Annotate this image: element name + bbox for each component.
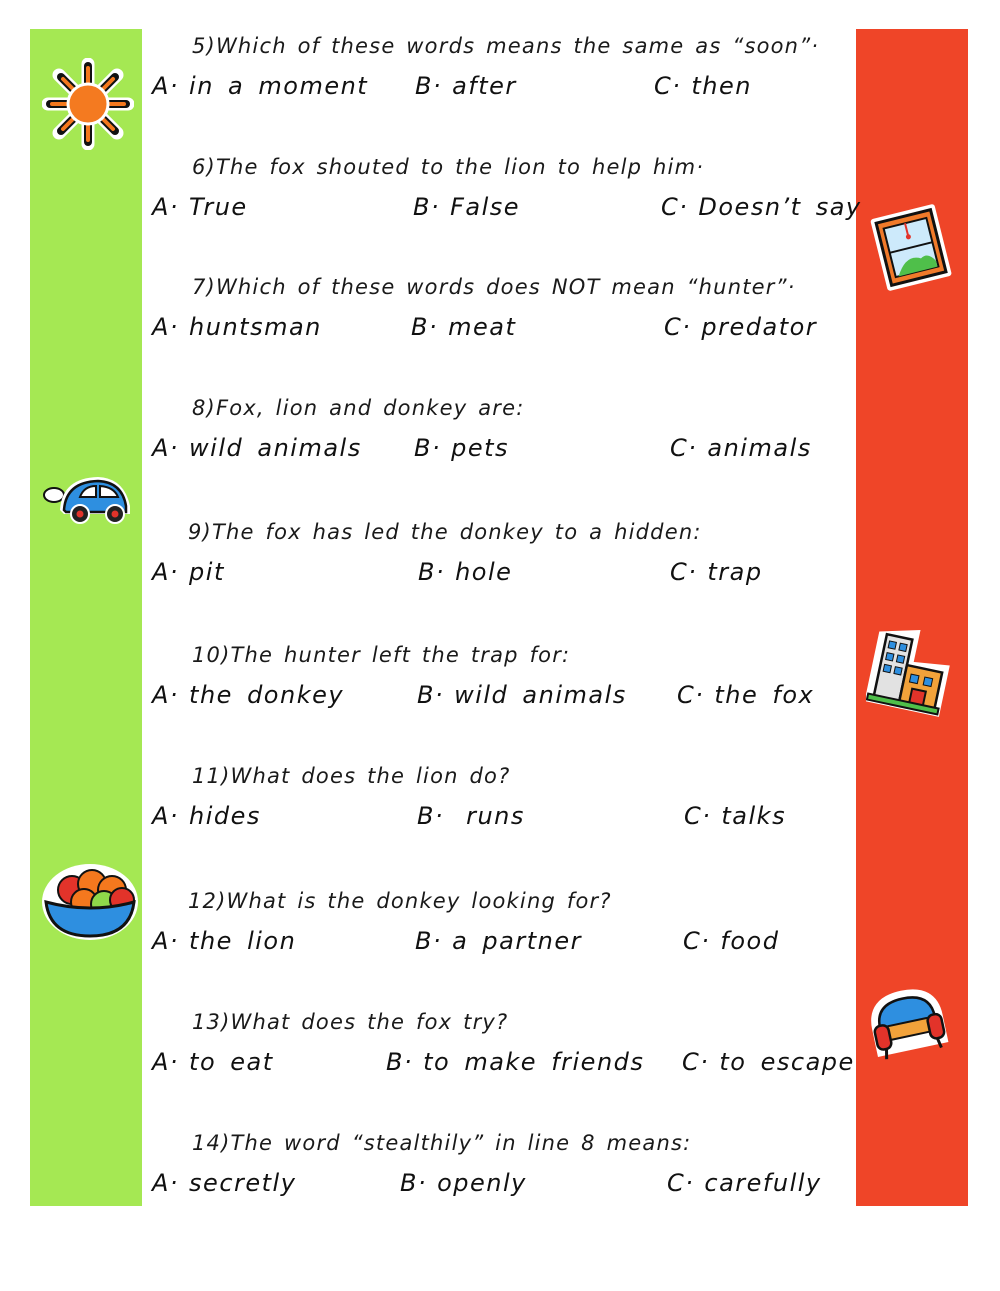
question-stem: 7)Which of these words does NOT mean “hunter”·	[192, 275, 796, 299]
question-stem: 13)What does the fox try?	[192, 1010, 509, 1034]
question-stem: 12)What is the donkey looking for?	[188, 889, 612, 913]
sun-icon	[42, 58, 134, 150]
option-b[interactable]: B· meat	[411, 313, 517, 341]
option-a[interactable]: A· True	[152, 193, 248, 221]
option-c[interactable]: C· animals	[670, 434, 812, 462]
question-7	[142, 270, 856, 391]
option-c[interactable]: C· food	[683, 927, 780, 955]
armchair-icon	[866, 986, 950, 1064]
car-icon	[40, 468, 136, 532]
option-b[interactable]: B· wild animals	[417, 681, 627, 709]
option-a[interactable]: A· the lion	[152, 927, 297, 955]
option-c[interactable]: C· predator	[664, 313, 818, 341]
question-stem: 11)What does the lion do?	[192, 764, 511, 788]
question-12	[142, 884, 856, 1005]
option-c[interactable]: C· the fox	[677, 681, 815, 709]
option-b[interactable]: B· False	[413, 193, 521, 221]
question-6	[142, 150, 862, 271]
option-b[interactable]: B· runs	[417, 802, 525, 830]
building-icon	[866, 622, 956, 718]
question-stem: 14)The word “stealthily” in line 8 means:	[192, 1131, 692, 1155]
question-stem: 9)The fox has led the donkey to a hidden:	[188, 520, 702, 544]
option-c[interactable]: C· then	[654, 72, 752, 100]
option-a[interactable]: A· hides	[152, 802, 261, 830]
option-c[interactable]: C· talks	[684, 802, 787, 830]
question-5	[142, 29, 856, 150]
option-c[interactable]: C· trap	[670, 558, 763, 586]
question-13	[142, 1005, 856, 1126]
option-b[interactable]: B· pets	[414, 434, 510, 462]
option-a[interactable]: A· to eat	[152, 1048, 274, 1076]
question-stem: 6)The fox shouted to the lion to help him·	[192, 155, 705, 179]
option-a[interactable]: A· wild animals	[152, 434, 362, 462]
question-stem: 5)Which of these words means the same as “soon”·	[192, 34, 820, 58]
question-14	[142, 1126, 856, 1247]
left-color-bar	[30, 29, 142, 1206]
question-stem: 10)The hunter left the trap for:	[192, 643, 571, 667]
option-b[interactable]: B· a partner	[415, 927, 582, 955]
option-c[interactable]: C· carefully	[667, 1169, 822, 1197]
quiz-questions	[142, 29, 862, 1206]
question-10	[142, 638, 856, 759]
question-9	[142, 515, 856, 636]
option-b[interactable]: B· hole	[418, 558, 513, 586]
question-stem: 8)Fox, lion and donkey are:	[192, 396, 525, 420]
option-c[interactable]: C· to escape	[682, 1048, 855, 1076]
fruit-bowl-icon	[40, 852, 140, 942]
window-icon	[866, 200, 960, 294]
option-a[interactable]: A· the donkey	[152, 681, 345, 709]
option-a[interactable]: A· huntsman	[152, 313, 322, 341]
option-b[interactable]: B· openly	[400, 1169, 527, 1197]
option-c[interactable]: C· Doesn’t say	[661, 193, 862, 221]
option-a[interactable]: A· secretly	[152, 1169, 297, 1197]
question-8	[142, 391, 856, 512]
option-a[interactable]: A· in a moment	[152, 72, 369, 100]
question-11	[142, 759, 856, 880]
option-b[interactable]: B· to make friends	[386, 1048, 645, 1076]
option-a[interactable]: A· pit	[152, 558, 225, 586]
option-b[interactable]: B· after	[415, 72, 517, 100]
